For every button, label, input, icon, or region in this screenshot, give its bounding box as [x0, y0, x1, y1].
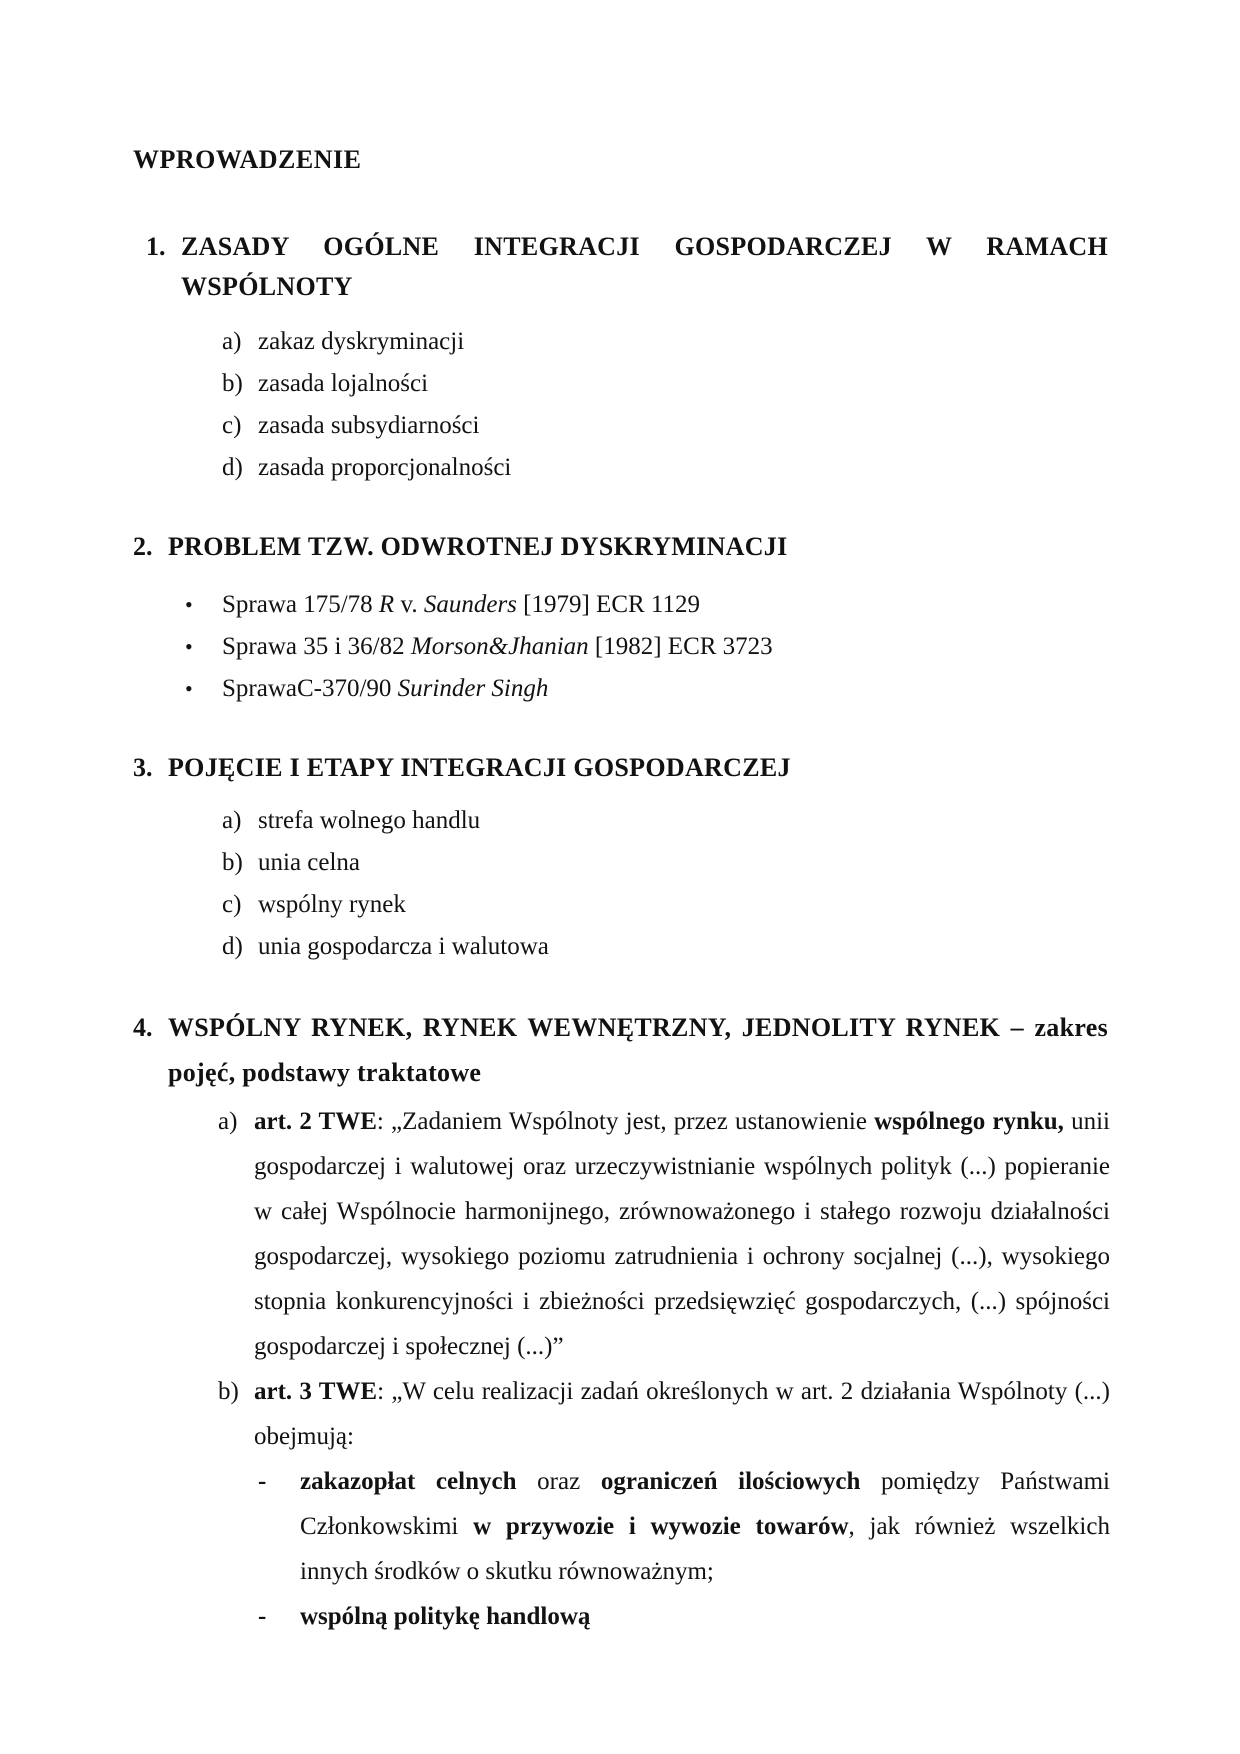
section-3-heading — [133, 748, 1108, 788]
list-marker: a) — [222, 328, 242, 355]
list-item — [222, 321, 1108, 363]
treaty-article-paragraph — [218, 1099, 1108, 1369]
section-3 — [133, 748, 1108, 968]
dash-subitem — [258, 1594, 1108, 1639]
list-item-text: zasada proporcjonalności — [258, 454, 512, 481]
case-citation-text: SprawaC-370/90 Surinder Singh — [222, 675, 549, 702]
list-item-text: unia gospodarcza i walutowa — [258, 933, 549, 960]
list-marker: c) — [222, 891, 242, 918]
list-item — [222, 800, 1108, 842]
section-number: 3. — [133, 753, 153, 782]
bullet-icon: • — [185, 592, 193, 617]
heading-line: POJĘCIE I ETAPY INTEGRACJI GOSPODARCZEJ — [168, 753, 791, 782]
case-citation-item — [185, 584, 1108, 626]
dash-subitem — [258, 1459, 1108, 1594]
heading-line: ZASADY OGÓLNE INTEGRACJI GOSPODARCZEJ W RAMACH — [181, 232, 1108, 261]
list-item-text: zasada subsydiarności — [258, 412, 480, 439]
case-citation-text: Sprawa 175/78 R v. Saunders [1979] ECR 1129 — [222, 591, 700, 618]
section-number: 4. — [133, 1013, 153, 1042]
list-marker: d) — [222, 454, 243, 481]
list-marker: b) — [222, 370, 243, 397]
section-1-heading — [133, 227, 1108, 307]
list-item-text: unia celna — [258, 849, 361, 876]
case-citation-text: Sprawa 35 i 36/82 Morson&Jhanian [1982] ECR 3723 — [222, 633, 773, 660]
section-2-heading — [133, 527, 1108, 567]
list-marker: c) — [222, 412, 242, 439]
heading-line: pojęć, podstawy traktatowe — [168, 1058, 482, 1087]
list-item — [222, 447, 1108, 489]
list-marker: a) — [218, 1108, 238, 1135]
section-4-heading — [133, 1005, 1108, 1095]
section-2 — [133, 527, 1108, 710]
section-4 — [133, 1005, 1108, 1639]
list-item-text: zasada lojalności — [258, 370, 429, 397]
dash-marker: - — [258, 1468, 267, 1495]
heading-line: WSPÓLNOTY — [181, 272, 353, 301]
list-marker: b) — [222, 849, 243, 876]
list-marker: d) — [222, 933, 243, 960]
treaty-article-text: art. 3 TWE: „W celu realizacji zadań określonych w art. 2 działania Wspólnoty (...) obejmują: — [254, 1378, 1110, 1450]
treaty-article-text: art. 2 TWE: „Zadaniem Wspólnoty jest, przez ustanowienie wspólnego rynku, unii gospodarczej i walutowej oraz urzeczywistnianie wspólnych polityk (...) popieranie w całej Wspólnocie harmonijnego, zrównoważonego i stałego rozwoju działalności gospodarczej, wysokiego poziomu zatrudnienia i ochrony socjalnej (...), wysokiego stopnia konkurencyjności i zbieżności przedsięwzięć gospodarczych, (...) spójności gospodarczej i społecznej (...)” — [254, 1108, 1110, 1360]
list-item — [222, 363, 1108, 405]
dash-subitem-text: zakazopłat celnych oraz ograniczeń ilościowych pomiędzy Państwami Członkowskimi w przywozie i wywozie towarów, jak również wszelkich innych środków o skutku równoważnym; — [300, 1468, 1110, 1585]
heading-line: PROBLEM TZW. ODWROTNEJ DYSKRYMINACJI — [168, 532, 788, 561]
case-citation-item — [185, 668, 1108, 710]
list-item-text: zakaz dyskryminacji — [258, 328, 465, 355]
bullet-icon: • — [185, 634, 193, 659]
page-title: WPROWADZENIE — [133, 145, 362, 174]
dash-subitem-text: wspólną politykę handlową — [300, 1603, 591, 1630]
list-item-text: wspólny rynek — [258, 891, 406, 918]
dash-marker: - — [258, 1603, 267, 1630]
section-1 — [133, 227, 1108, 489]
list-item — [222, 884, 1108, 926]
list-item — [222, 405, 1108, 447]
treaty-article-paragraph — [218, 1369, 1108, 1459]
section-number: 1. — [146, 232, 166, 261]
list-item-text: strefa wolnego handlu — [258, 807, 481, 834]
list-marker: b) — [218, 1378, 239, 1405]
section-number: 2. — [133, 532, 153, 561]
heading-line: WSPÓLNY RYNEK, RYNEK WEWNĘTRZNY, JEDNOLITY RYNEK – zakres — [168, 1013, 1108, 1042]
case-citation-item — [185, 626, 1108, 668]
list-item — [222, 842, 1108, 884]
bullet-icon: • — [185, 676, 193, 701]
list-marker: a) — [222, 807, 242, 834]
list-item — [222, 926, 1108, 968]
